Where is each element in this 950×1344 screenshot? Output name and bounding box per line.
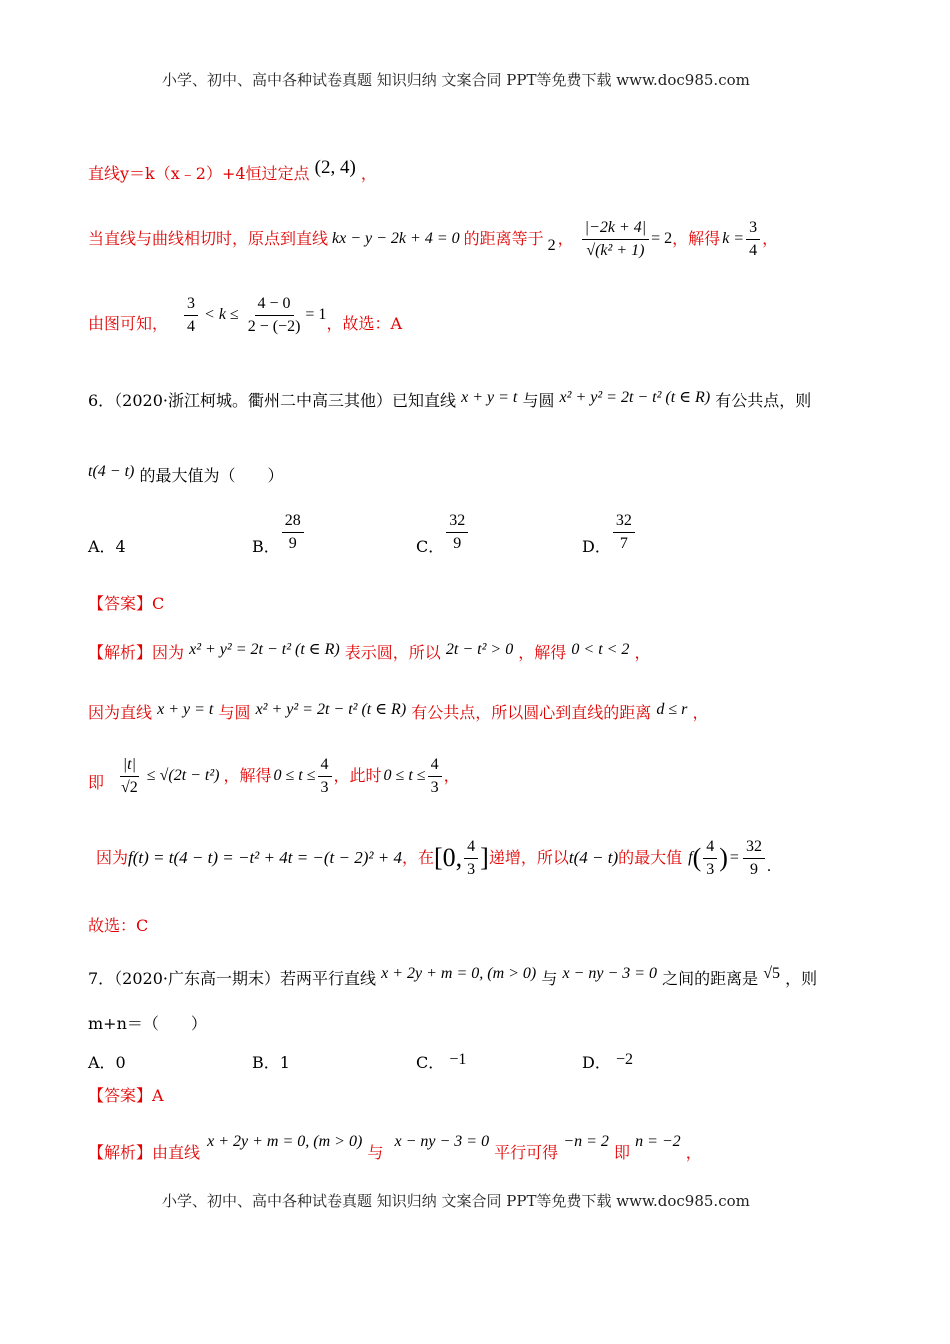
line-eq-math: kx − y − 2k + 4 = 0: [332, 230, 460, 247]
q7-ex1-line2: x − ny − 3 = 0: [394, 1133, 490, 1150]
q6-ex1-circle: x² + y² = 2t − t² (t ∈ R): [189, 641, 340, 658]
q6-explain-line-1: [88, 640, 651, 663]
q7-line2-math: x − ny − 3 = 0: [562, 965, 658, 982]
prev-l2-c: ，解得: [672, 229, 721, 248]
q6-ex4-int-r: ]: [480, 843, 489, 872]
distance-value: 2: [547, 237, 556, 254]
q6-ex3-frac2: [428, 756, 442, 797]
q6-ex4-result-num: 32: [743, 838, 765, 859]
q6-ex1-range: 0 < t < 2: [571, 641, 630, 658]
prev-l3-b: ，故选：A: [326, 314, 402, 333]
q6-ex3-range2: 0 ≤ t ≤: [383, 767, 426, 784]
q7-stem-a: 7．（2020·广东高一期末）若两平行直线: [88, 969, 376, 988]
q6-ex4-arg-frac: [703, 838, 717, 879]
q6-ex2-d: ，: [692, 703, 709, 722]
k-fraction: [746, 219, 760, 260]
q6-ex4-end: .: [766, 858, 771, 875]
q7-explain-line-1: [88, 1132, 702, 1163]
q6-ex4-f: f: [688, 849, 693, 866]
q6-opt-d-label: D．: [582, 537, 611, 556]
distance-fraction: [582, 219, 650, 260]
k-lower-den: 4: [187, 317, 196, 335]
q7-stem-c: 之间的距离是: [662, 969, 759, 988]
q6-explain-line-4: [96, 830, 771, 886]
q6-ex3-a: 即: [88, 773, 105, 792]
q7-opt-d-val: −2: [615, 1051, 633, 1068]
q7-distance-math: √5: [763, 965, 781, 982]
q7-option-d: [582, 1050, 633, 1073]
q7-ex1-c: 平行可得: [494, 1143, 559, 1162]
k-label: k =: [722, 230, 745, 247]
q6-option-d: [582, 508, 637, 557]
q6-stem-a: 6．（2020·浙江柯城。衢州二中高三其他）已知直线: [88, 391, 456, 410]
prev-l2-end: ，: [762, 229, 779, 248]
q6-ex4-arg-num: 4: [703, 838, 717, 859]
page-footer: 小学、初中、高中各种试卷真题 知识归纳 文案合同 PPT等免费下载 www.doc985.com: [162, 1192, 750, 1210]
prev-l2-comma: ，: [557, 229, 574, 248]
q6-conclusion: 故选：C: [88, 916, 149, 935]
q6-ex3-f2-den: 3: [430, 778, 439, 796]
q6-ex3-f1-den: 3: [320, 778, 329, 796]
q6-ex1-a: 【解析】因为: [88, 643, 185, 662]
q6-opt-c-num: 32: [446, 512, 468, 533]
q6-ex3-f2-num: 4: [428, 756, 442, 777]
q7-option-c: [416, 1050, 466, 1073]
page-header: 小学、初中、高中各种试卷真题 知识归纳 文案合同 PPT等免费下载 www.doc985.com: [162, 71, 750, 89]
q7-option-b: B．1: [252, 1053, 290, 1072]
distance-eq-2: = 2: [651, 230, 673, 247]
q6-stem-line-1: [88, 388, 811, 411]
q7-opt-c-label: C．: [416, 1053, 445, 1072]
q6-ex2-a: 因为直线: [88, 703, 153, 722]
q6-opt-d-frac: [613, 512, 635, 553]
q6-ex3-b: ，解得: [223, 766, 272, 785]
q6-explain-line-2: [88, 700, 708, 723]
k-frac-den: 4: [749, 241, 758, 259]
q6-opt-c-label: C．: [416, 537, 445, 556]
q6-ex4-int-den: 3: [467, 860, 476, 878]
prev-line-2: [88, 214, 778, 264]
q6-opt-b-frac: [282, 512, 304, 553]
q6-ex4-a: 因为: [96, 848, 129, 867]
q6-opt-d-den: 7: [619, 535, 628, 552]
q6-stem-b: 与圆: [522, 391, 555, 410]
q6-opt-d-num: 32: [613, 512, 635, 533]
q7-ex1-b: 与: [367, 1143, 384, 1162]
q6-ex4-expr: t(4 − t): [568, 848, 619, 867]
prev-line-3: [88, 290, 402, 340]
slope-num: 4 − 0: [255, 295, 294, 316]
paren-right-glyph: ): [719, 843, 728, 872]
q6-ex3-num: |t|: [120, 756, 139, 777]
q6-ex2-circle: x² + y² = 2t − t² (t ∈ R): [255, 701, 407, 718]
q6-ex1-c: ，解得: [518, 643, 567, 662]
q6-ex1-d: ，: [634, 643, 651, 662]
q6-ex1-ineq: 2t − t² > 0: [445, 641, 514, 658]
k-frac-num: 3: [746, 219, 760, 240]
q6-ex3-c: ，此时: [333, 766, 382, 785]
q7-stem-b: 与: [541, 969, 558, 988]
paren-left-glyph: (: [692, 843, 702, 872]
q6-ex2-dr: d ≤ r: [656, 701, 688, 718]
prev-l1-end: ，: [360, 164, 377, 183]
slope-den: 2 − (−2): [247, 317, 301, 335]
q6-ex4-d: 的最大值: [618, 848, 683, 867]
q6-opt-b-num: 28: [282, 512, 304, 533]
q6-ex4-eq: =: [729, 849, 739, 866]
q6-ex4-result-den: 9: [749, 860, 758, 878]
prev-l1-text: 直线y＝k（x﹣2）+4恒过定点: [88, 164, 310, 183]
prev-l2-a: 当直线与曲线相切时，原点到直线: [88, 229, 329, 248]
q7-ex1-line1: x + 2y + m = 0, (m > 0): [207, 1133, 363, 1150]
q6-ex2-b: 与圆: [218, 703, 251, 722]
q6-stem-line-2: [88, 462, 283, 486]
q7-ex1-e: ，: [685, 1143, 702, 1162]
q6-circle-math: x² + y² = 2t − t² (t ∈ R): [559, 389, 711, 406]
q6-ex1-b: 表示圆，所以: [344, 643, 441, 662]
q7-line1-math: x + 2y + m = 0, (m > 0): [381, 965, 537, 982]
q7-ex1-n: n = −2: [635, 1133, 681, 1150]
q6-option-a: A．4: [88, 537, 126, 556]
q6-stem-c: 有公共点，则: [715, 391, 812, 410]
q6-ex4-b: ，在: [401, 848, 434, 867]
q6-opt-b-label: B．: [252, 537, 280, 556]
q7-ex1-neg-n: −n = 2: [563, 1133, 609, 1150]
q6-ex4-int-frac: [464, 838, 478, 879]
q6-ex3-f1-num: 4: [318, 756, 332, 777]
q6-ex3-sqrt: ≤ √(2t − t²): [146, 767, 220, 784]
q6-ex4-func: f(t) = t(4 − t) = −t² + 4t = −(t − 2)² + 4: [128, 848, 402, 867]
slope-eq: = 1: [305, 306, 327, 323]
q6-ex4-int-l: [0,: [434, 843, 463, 872]
slope-fraction: [245, 295, 304, 336]
k-lower-fraction: [184, 295, 198, 336]
q6-answer: 【答案】C: [88, 594, 165, 613]
k-inequality: < k ≤: [204, 306, 239, 323]
q7-ex1-a: 【解析】由直线: [88, 1143, 201, 1162]
prev-l3-a: 由图可知，: [88, 314, 169, 333]
q6-ex3-frac: [118, 756, 141, 797]
q6-opt-b-den: 9: [288, 535, 297, 552]
q7-option-a: A．0: [88, 1053, 126, 1072]
prev-line-1: [88, 158, 377, 184]
q6-option-c: [416, 508, 470, 557]
q7-stem-line-2: m+n＝（ ）: [88, 1014, 207, 1033]
q6-ex3-d: ，: [443, 766, 460, 785]
q7-opt-c-val: −1: [449, 1051, 467, 1068]
k-lower-num: 3: [184, 295, 198, 316]
q6-ex2-c: 有公共点，所以圆心到直线的距离: [411, 703, 652, 722]
fixed-point-math: (2, 4): [314, 157, 356, 178]
q6-stem2-b: 的最大值为（ ）: [139, 466, 284, 485]
q6-opt-c-frac: [446, 512, 468, 553]
q6-opt-c-den: 9: [453, 535, 462, 552]
q6-ex4-result-frac: [743, 838, 765, 879]
distance-frac-den: √(k² + 1): [586, 241, 645, 259]
q6-ex3-den: √2: [121, 778, 138, 796]
distance-frac-num: |−2k + 4|: [582, 219, 650, 240]
q6-option-b: [252, 508, 306, 557]
q7-opt-d-label: D．: [582, 1053, 611, 1072]
q7-ex1-d: 即: [613, 1143, 630, 1162]
q6-ex2-line: x + y = t: [157, 701, 214, 718]
q6-expr-math: t(4 − t): [88, 463, 135, 480]
q6-explain-line-3: [88, 748, 460, 804]
q6-ex3-frac1: [318, 756, 332, 797]
q6-ex4-arg-den: 3: [706, 860, 715, 878]
q7-stem-d: ，则: [785, 969, 818, 988]
q7-stem-line-1: [88, 964, 817, 989]
q6-ex4-int-num: 4: [464, 838, 478, 859]
q6-ex4-c: 递增，所以: [488, 848, 569, 867]
prev-l2-b: 的距离等于: [463, 229, 544, 248]
q6-ex3-range1: 0 ≤ t ≤: [273, 767, 316, 784]
q6-line-math: x + y = t: [461, 389, 518, 406]
q7-answer: 【答案】A: [88, 1086, 164, 1105]
